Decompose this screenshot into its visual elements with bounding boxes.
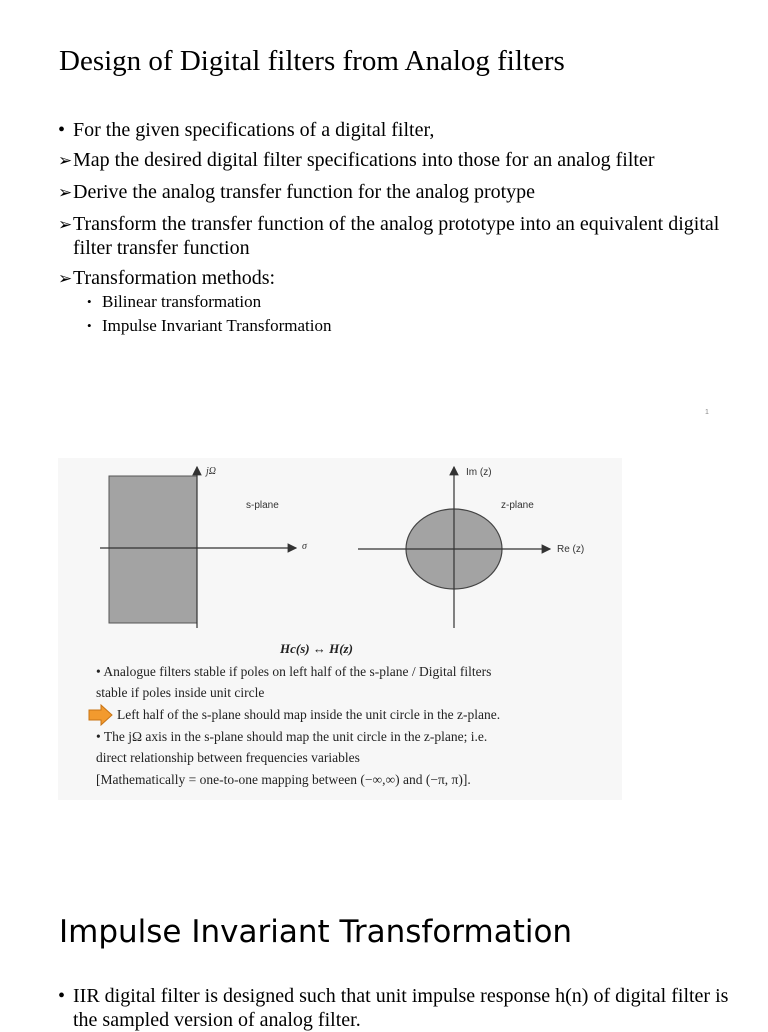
- slide-title: Design of Digital filters from Analog filters: [59, 45, 565, 77]
- s-plane-label: s-plane: [246, 500, 279, 511]
- figure-text-line: stable if poles inside unit circle: [96, 685, 265, 700]
- page-number: 1: [705, 409, 709, 416]
- im-z-label: Im (z): [466, 467, 492, 478]
- figure-text-line: [Mathematically = one-to-one mapping between (−∞,∞) and (−π, π)].: [96, 772, 471, 787]
- bullet-dot-icon: •: [58, 119, 66, 141]
- section-title: Impulse Invariant Transformation: [59, 914, 573, 950]
- arrow-bullet-icon: ➢: [58, 183, 73, 202]
- method-item: [58, 290, 738, 314]
- figure-text-line: Left half of the s-plane should map inside the unit circle in the z-plane.: [117, 707, 501, 722]
- arrow-bullet-icon: ➢: [58, 215, 73, 234]
- method-item: [58, 314, 738, 338]
- bullet-item: [58, 984, 738, 1032]
- bullet-dot-icon: •: [87, 294, 92, 309]
- figure-text-line: • The jΩ axis in the s-plane should map the unit circle in the z-plane; i.e.: [96, 729, 488, 744]
- bullet-text: For the given specifications of a digital filter,: [73, 119, 435, 141]
- z-plane-label: z-plane: [501, 500, 534, 511]
- orange-arrow-icon: [89, 705, 112, 725]
- figure-text-line: • Analogue filters stable if poles on left half of the s-plane / Digital filters: [96, 664, 492, 679]
- step-item: [58, 266, 738, 290]
- step-text: Map the desired digital filter specifications into those for an analog filter: [73, 149, 655, 171]
- bullet-list: [58, 118, 738, 338]
- s-to-z-plane-figure: [58, 458, 622, 800]
- bullet-dot-icon: •: [87, 318, 92, 333]
- step-text: Derive the analog transfer function for the analog protype: [73, 181, 536, 203]
- step-text: Transform the transfer function of the analog prototype into an equivalent digital filter transfer function: [73, 213, 720, 259]
- arrow-bullet-icon: ➢: [58, 269, 73, 288]
- s-plane-left-half-region: [109, 476, 197, 623]
- re-z-label: Re (z): [557, 544, 585, 555]
- bullet-item: [58, 118, 738, 142]
- method-text: Bilinear transformation: [102, 292, 262, 311]
- bullet-list: [58, 984, 738, 1032]
- method-text: Impulse Invariant Transformation: [102, 316, 332, 335]
- j-omega-label: jΩ: [206, 466, 217, 477]
- step-item: [58, 148, 738, 172]
- figure-text-line: direct relationship between frequencies variables: [96, 750, 360, 765]
- step-text: Transformation methods:: [73, 267, 276, 289]
- bullet-text: IIR digital filter is designed such that unit impulse response h(n) of digital filter is the sampled version of analog filter.: [73, 985, 729, 1031]
- step-item: [58, 180, 738, 204]
- step-item: [58, 212, 738, 260]
- bullet-dot-icon: •: [58, 985, 66, 1007]
- arrow-bullet-icon: ➢: [58, 151, 73, 170]
- mapping-equation: Hc(s) ↔ H(z): [280, 641, 353, 656]
- sigma-label: σ: [302, 541, 307, 552]
